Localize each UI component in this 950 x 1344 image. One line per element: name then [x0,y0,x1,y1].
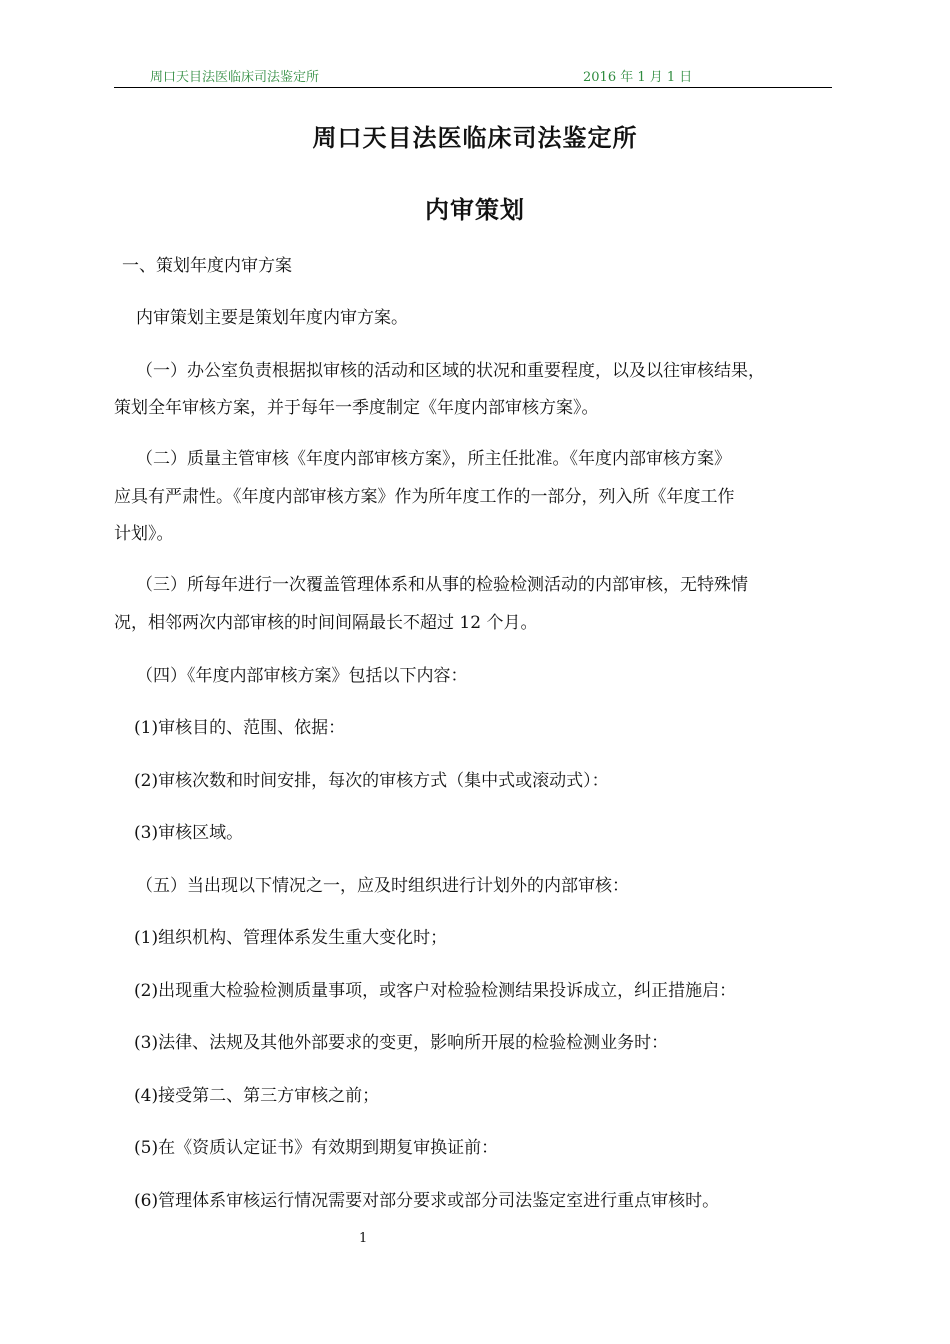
list-item: (5)在《资质认定证书》有效期到期复审换证前： [134,1138,499,1158]
list-item: (2)审核次数和时间安排，每次的审核方式（集中式或滚动式）： [134,771,609,791]
paragraph-line: 策划全年审核方案，并于每年一季度制定《年度内部审核方案》。 [114,398,599,418]
paragraph-line: （五）当出现以下情况之一，应及时组织进行计划外的内部审核： [136,876,629,896]
paragraph-line: （四）《年度内部审核方案》包括以下内容： [136,666,468,686]
paragraph-line: （一）办公室负责根据拟审核的活动和区域的状况和重要程度，以及以往审核结果， [136,361,765,381]
document-subtitle: 内审策划 [425,195,525,224]
section-heading: 一、策划年度内审方案 [122,256,292,276]
list-item: (3)法律、法规及其他外部要求的变更，影响所开展的检验检测业务时： [134,1033,669,1053]
list-item: (6)管理体系审核运行情况需要对部分要求或部分司法鉴定室进行重点审核时。 [134,1191,720,1211]
list-item: (1)组织机构、管理体系发生重大变化时； [134,928,448,948]
list-item: (1)审核目的、范围、依据： [134,718,346,738]
paragraph-line: （二）质量主管审核《年度内部审核方案》，所主任批准。《年度内部审核方案》 [136,449,731,469]
header-divider [114,87,832,88]
paragraph-line: 况，相邻两次内部审核的时间间隔最长不超过 12 个月。 [114,613,538,633]
paragraph-line: 计划》。 [114,524,174,544]
header-organization: 周口天目法医临床司法鉴定所 [150,70,320,85]
list-item: (4)接受第二、第三方审核之前； [134,1086,380,1106]
header-date: 2016 年 1 月 1 日 [583,70,693,85]
document-title: 周口天目法医临床司法鉴定所 [312,123,638,152]
paragraph-line: 应具有严肃性。《年度内部审核方案》作为所年度工作的一部分，列入所《年度工作 [114,487,735,507]
paragraph-line: （三）所每年进行一次覆盖管理体系和从事的检验检测活动的内部审核，无特殊情 [136,575,748,595]
list-item: (2)出现重大检验检测质量事项，或客户对检验检测结果投诉成立，纠正措施启： [134,981,737,1001]
page-number: 1 [359,1231,368,1246]
section-intro: 内审策划主要是策划年度内审方案。 [136,308,408,328]
list-item: (3)审核区域。 [134,823,244,843]
